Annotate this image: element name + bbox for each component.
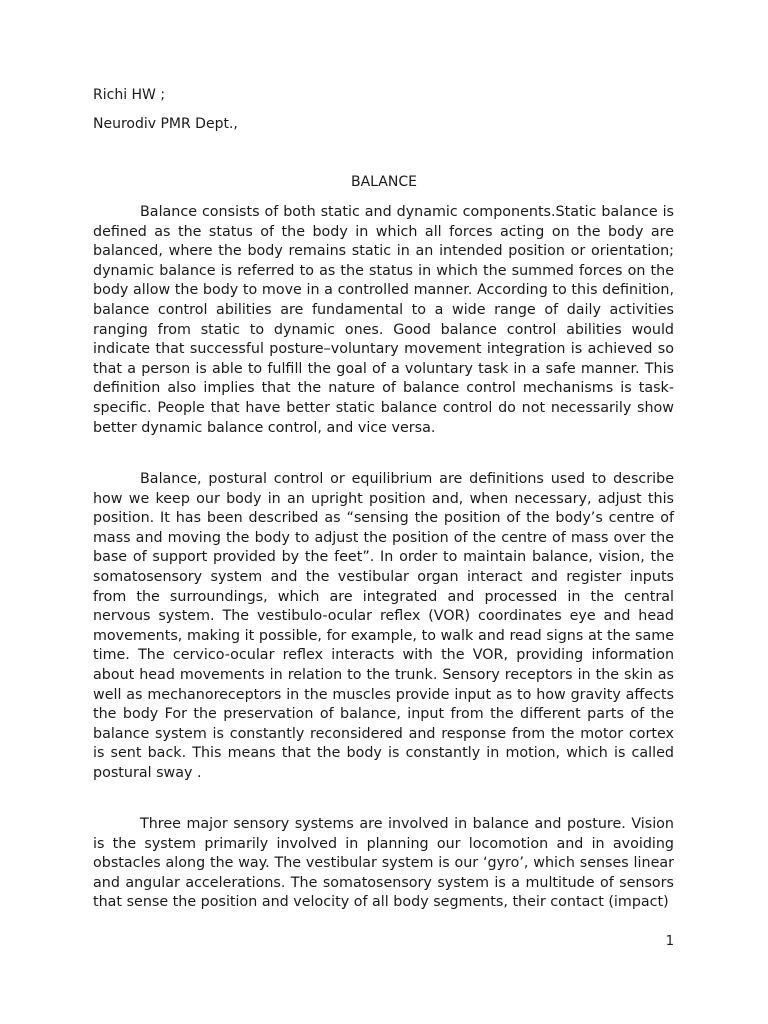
page-number: 1: [665, 934, 674, 949]
paragraph-1: Balance consists of both static and dynamic components.Static balance is defined as the status of the body in which all forces acting on the body are balanced, where the body remains static in an intended position or orientation; dynamic balance is referred to as the status in which the summed forces on the body allow the body to move in a controlled manner. According to this definition, balance control abilities are fundamental to a wide range of daily activities ranging from static to dynamic ones. Good balance control abilities would indicate that successful posture–voluntary movement integration is achieved so that a person is able to fulfill the goal of a voluntary task in a safe manner. This definition also implies that the nature of balance control mechanisms is task-specific. People that have better static balance control do not necessarily show better dynamic balance control, and vice versa.: [93, 204, 674, 436]
author-line: Richi HW ;: [93, 87, 166, 103]
department-line: Neurodiv PMR Dept.,: [93, 116, 238, 132]
paragraph-2: Balance, postural control or equilibrium are definitions used to describe how we keep our body in an upright position and, when necessary, adjust this position. It has been described as “sensing the position of the body’s centre of mass and moving the body to adjust the position of the centre of mass over the base of support provided by the feet”. In order to maintain balance, vision, the somatosensory system and the vestibular organ interact and register inputs from the surroundings, which are integrated and processed in the central nervous system. The vestibulo-ocular reflex (VOR) coordinates eye and head movements, making it possible, for example, to walk and read signs at the same time. The cervico-ocular reflex interacts with the VOR, providing information about head movements in relation to the trunk. Sensory receptors in the skin as well as mechanoreceptors in the muscles provide input as to how gravity affects the body For the preservation of balance, input from the different parts of the balance system is constantly reconsidered and response from the motor cortex is sent back. This means that the body is constantly in motion, which is called postural sway .: [93, 471, 674, 781]
document-title: BALANCE: [351, 174, 417, 190]
paragraph-3: Three major sensory systems are involved in balance and posture. Vision is the system primarily involved in planning our locomotion and in avoiding obstacles along the way. The vestibular system is our ‘gyro’, which senses linear and angular accelerations. The somatosensory system is a multitude of sensors that sense the position and velocity of all body segments, their contact (impact): [93, 816, 674, 911]
